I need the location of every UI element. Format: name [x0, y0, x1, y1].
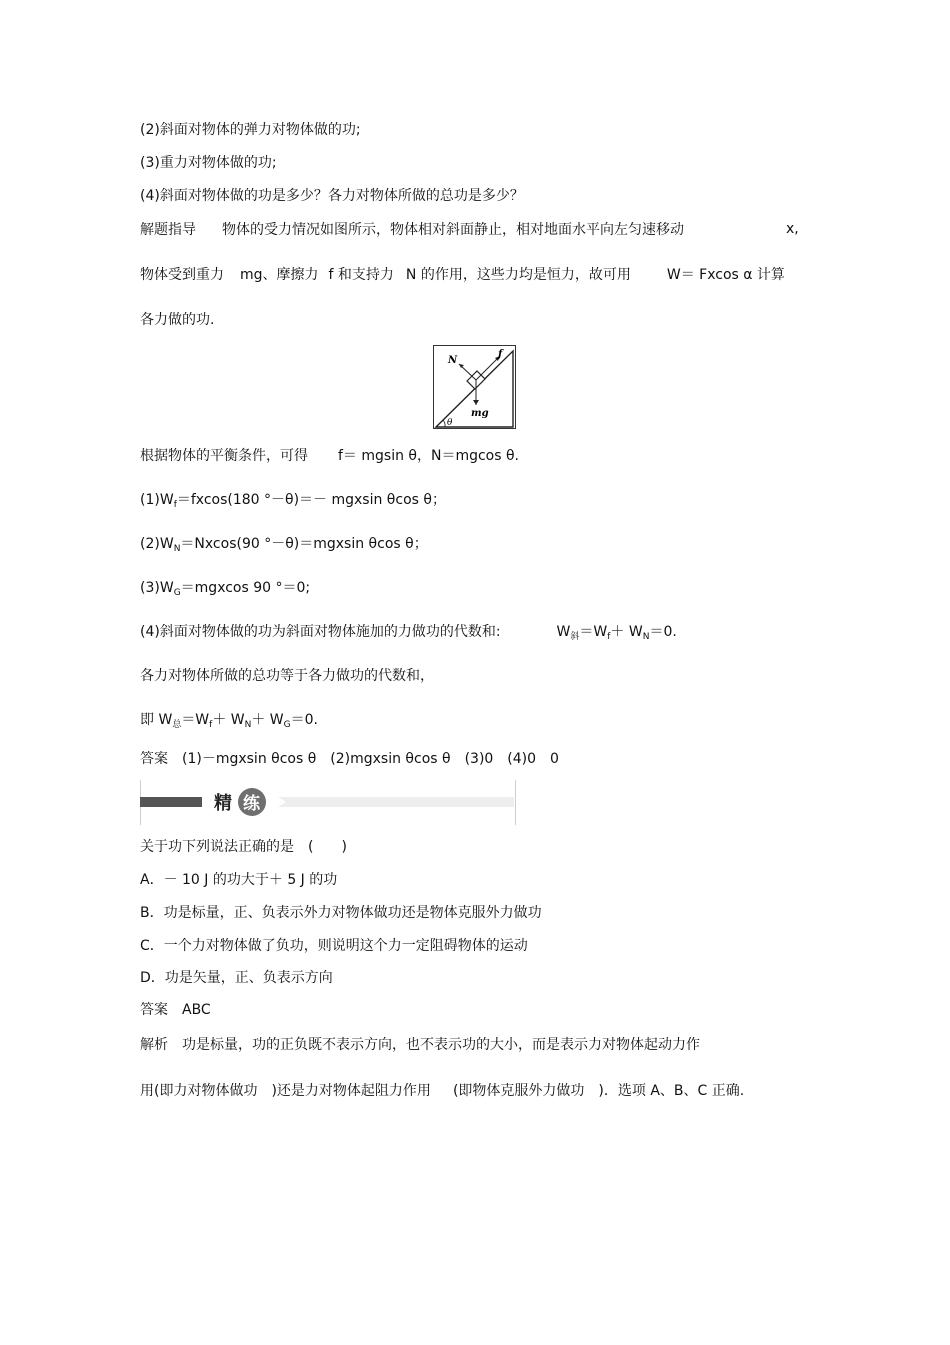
equilibrium-text: 根据物体的平衡条件，可得	[140, 448, 308, 464]
analysis-2d: )．选项 A、B、C 正确.	[598, 1083, 745, 1099]
total-a: 即 W	[140, 712, 173, 728]
w4-eq-sub2: f	[607, 632, 611, 642]
practice-question: 关于功下列说法正确的是 ( )	[140, 839, 347, 855]
question-4: (4)斜面对物体做的功是多少？各力对物体所做的总功是多少？	[140, 188, 524, 204]
practice-answer: 答案 ABC	[140, 1002, 211, 1018]
analysis-2c: (即物体克服外力做功	[452, 1083, 585, 1099]
total-b: ＝W	[181, 712, 210, 728]
w2-sub: N	[173, 544, 181, 554]
total-sub1: 总	[172, 720, 182, 730]
analysis-2a: 用(即力对物体做功	[140, 1083, 258, 1099]
total-work-text: 各力对物体所做的总功等于各力做功的代数和，	[140, 668, 434, 684]
guide-text-2c: f 和支持力	[328, 267, 394, 283]
w4-eq-a: W	[556, 624, 571, 640]
w1-pre: (1)W	[140, 492, 174, 508]
work-friction-line	[140, 491, 446, 509]
incline-force-diagram	[433, 345, 517, 435]
work-gravity-line	[140, 579, 310, 597]
work-incline-line	[140, 623, 677, 641]
banner-char-jing: 精	[214, 793, 232, 814]
w2-pre: (2)W	[140, 536, 174, 552]
total-e: ＝0.	[290, 712, 318, 728]
practice-option-a: A．－ 10 J 的功大于＋ 5 J 的功	[140, 872, 338, 888]
guide-line-3: 各力做的功.	[140, 312, 215, 328]
question-2: (2)斜面对物体的弹力对物体做的功;	[140, 122, 361, 138]
w4-eq-sub1: 斜	[570, 632, 580, 642]
total-c: ＋ W	[212, 712, 245, 728]
guide-line-2	[140, 266, 785, 284]
w2-post: ＝Nxcos(90 °－θ)＝mgxsin θcos θ；	[180, 536, 428, 552]
guide-text-2d: N 的作用，这些力均是恒力，故可用	[405, 267, 631, 283]
w4-eq-b: ＝W	[579, 624, 608, 640]
label-f: f	[498, 349, 503, 360]
w1-post: ＝fxcos(180 °－θ)＝－ mgxsin θcos θ；	[176, 492, 446, 508]
w3-pre: (3)W	[140, 580, 174, 596]
guide-line-1-end: x,	[786, 221, 799, 237]
w4-eq-d: ＝0.	[649, 624, 677, 640]
w1-sub: f	[173, 500, 177, 510]
practice-option-c: C．一个力对物体做了负功，则说明这个力一定阻碍物体的运动	[140, 938, 528, 954]
total-sub3: N	[244, 720, 252, 730]
total-work-formula	[140, 711, 318, 729]
practice-banner	[140, 780, 516, 825]
guide-text-1: 物体的受力情况如图所示，物体相对斜面静止，相对地面水平向左匀速移动	[222, 222, 684, 238]
equilibrium-line	[140, 447, 519, 465]
guide-text-2b: mg、摩擦力	[240, 267, 319, 283]
w4-eq-c: ＋ W	[610, 624, 643, 640]
analysis-2b: )还是力对物体起阻力作用	[271, 1083, 431, 1099]
work-normal-line	[140, 535, 428, 553]
guide-label: 解题指导	[140, 222, 196, 238]
example-answer: 答案 (1)－mgxsin θcos θ (2)mgxsin θcos θ (3)0 (4)0 0	[140, 751, 559, 767]
equilibrium-formula: f＝ mgsin θ，N＝mgcos θ.	[338, 448, 519, 464]
w4-text: (4)斜面对物体做的功为斜面对物体施加的力做功的代数和:	[140, 624, 501, 640]
total-sub4: G	[283, 720, 291, 730]
w3-post: ＝mgxcos 90 °＝0;	[180, 580, 311, 596]
question-3: (3)重力对物体做的功;	[140, 155, 277, 171]
practice-analysis-2	[140, 1082, 744, 1100]
practice-analysis-1: 解析 功是标量，功的正负既不表示方向，也不表示功的大小，而是表示力对物体起动力作	[140, 1037, 700, 1053]
banner-char-lian: 练	[243, 794, 260, 814]
label-mg: mg	[471, 408, 489, 419]
total-sub2: f	[209, 720, 213, 730]
w3-sub: G	[173, 588, 181, 598]
angle-arc	[443, 420, 445, 427]
guide-text-2a: 物体受到重力	[140, 267, 224, 283]
practice-option-b: B．功是标量，正、负表示外力对物体做功还是物体克服外力做功	[140, 905, 542, 921]
total-d: ＋ W	[251, 712, 284, 728]
label-theta: θ	[447, 418, 453, 428]
practice-option-d: D．功是矢量，正、负表示方向	[140, 970, 333, 986]
guide-text-2e: W＝ Fxcos α 计算	[666, 267, 785, 283]
label-N: N	[448, 355, 458, 366]
guide-line-1	[140, 221, 684, 239]
w4-eq-sub3: N	[642, 632, 650, 642]
